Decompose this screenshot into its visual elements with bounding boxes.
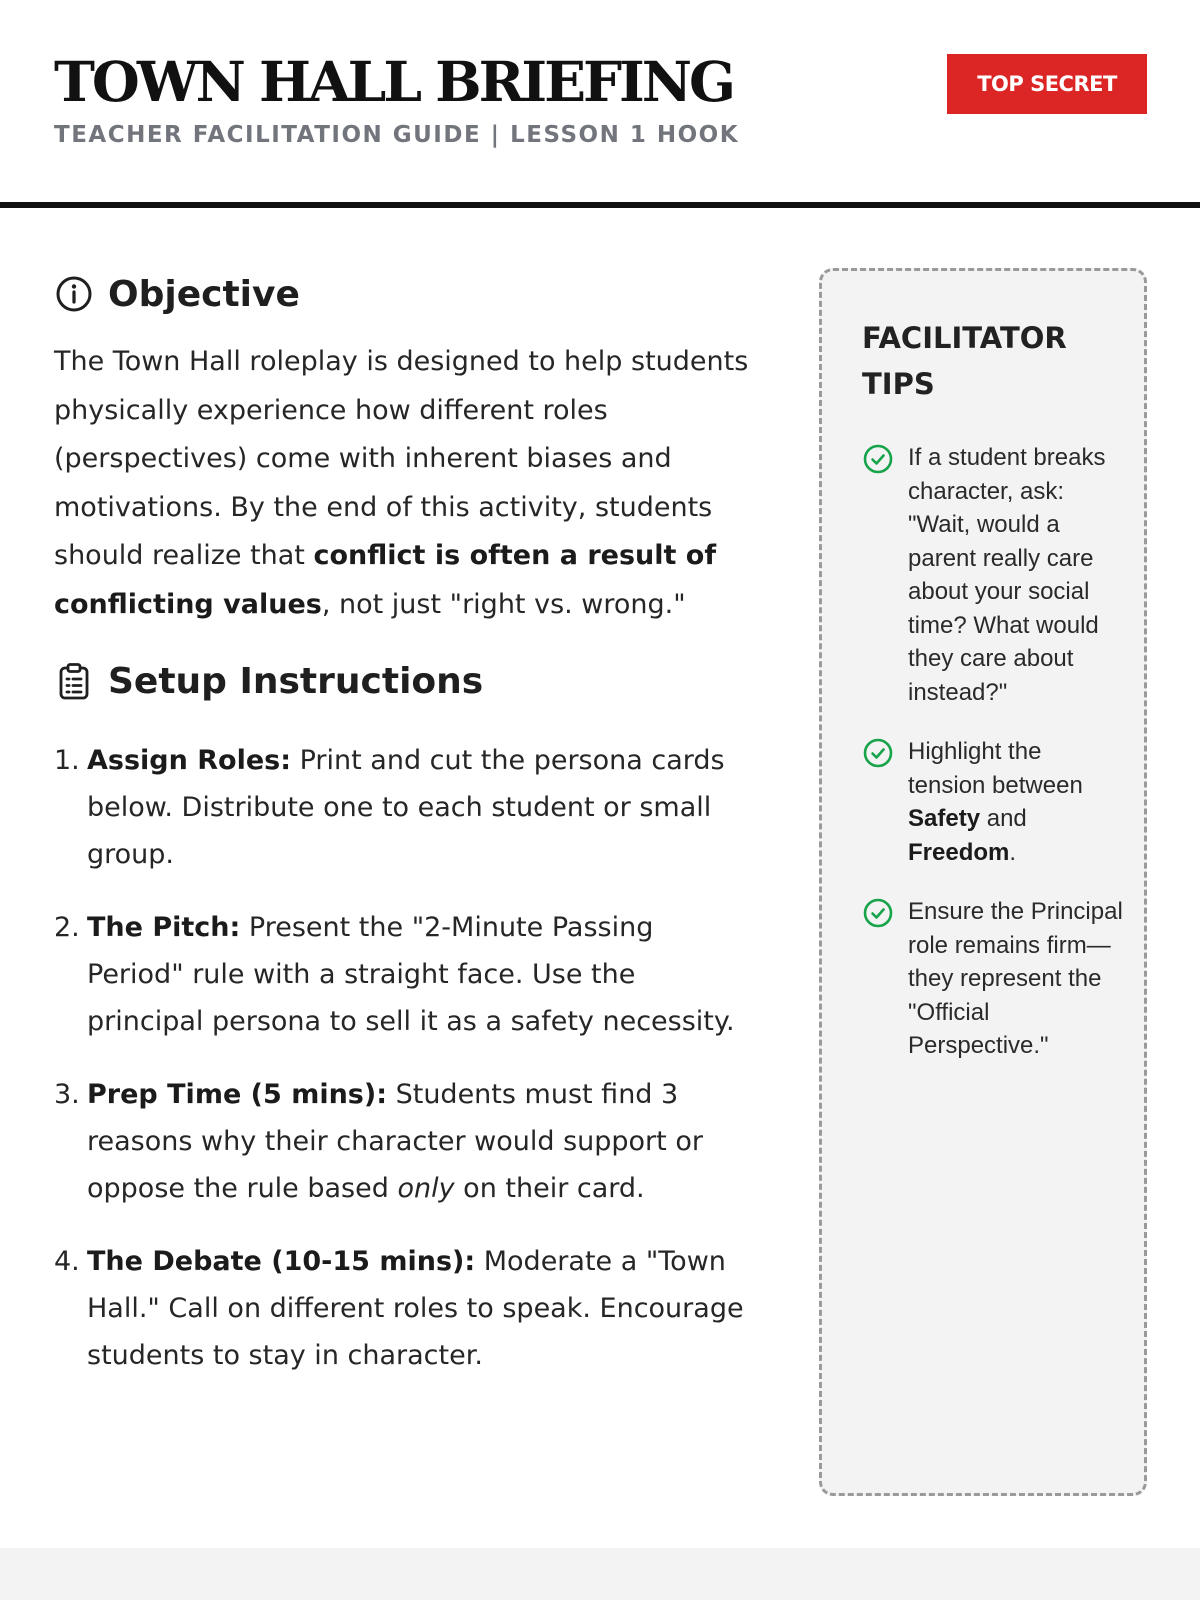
step-number: 1. — [54, 745, 80, 776]
info-circle-icon — [54, 274, 94, 314]
tip-emphasis-freedom: Freedom — [908, 838, 1010, 866]
setup-step-the-debate — [54, 1238, 754, 1379]
setup-step-prep-time — [54, 1071, 754, 1212]
clipboard-icon — [54, 661, 94, 701]
page-title: TOWN HALL BRIEFING — [54, 49, 734, 114]
setup-title: Setup Instructions — [108, 660, 484, 702]
step-text: Students must find 3 reasons why their character would support or oppose the rule based — [87, 1079, 703, 1204]
tips-title: FACILITATOR TIPS — [862, 321, 1067, 401]
tip-text: If a student breaks character, ask: "Wait, would a parent really care about your social time? What would they care about instead?" — [908, 444, 1106, 706]
tip-item — [862, 441, 1124, 709]
tip-item — [862, 895, 1124, 1063]
top-secret-badge: TOP SECRET — [947, 54, 1147, 114]
objective-emphasis: conflict is often a result of conflicting values — [54, 540, 717, 620]
step-label: Assign Roles: — [87, 745, 292, 776]
setup-step-the-pitch — [54, 904, 754, 1045]
objective-section — [54, 262, 754, 629]
step-text: Moderate a "Town Hall." Call on different roles to speak. Encourage students to stay in character. — [87, 1246, 744, 1371]
step-number: 3. — [54, 1079, 80, 1110]
check-circle-icon — [862, 443, 894, 475]
footer-band — [0, 1548, 1200, 1600]
objective-text-part: The Town Hall roleplay is designed to help students physically experience how different roles (perspectives) come with inherent biases and motivations. By the end of this activity, students should realize that — [54, 346, 749, 571]
page-subtitle: TEACHER FACILITATION GUIDE | LESSON 1 HOOK — [54, 122, 740, 148]
tip-text-part: Highlight the tension between — [908, 738, 1083, 799]
tip-item — [862, 735, 1124, 869]
main-content — [54, 262, 754, 1405]
check-circle-icon — [862, 737, 894, 769]
step-label: The Pitch: — [87, 912, 241, 943]
step-label: The Debate (10-15 mins): — [87, 1246, 476, 1277]
step-emphasis: only — [397, 1173, 455, 1204]
objective-title: Objective — [108, 273, 300, 315]
objective-paragraph — [54, 338, 754, 629]
setup-step-assign-roles — [54, 737, 754, 878]
tip-text: Ensure the Principal role remains firm—they represent the "Official Perspective." — [908, 898, 1123, 1059]
setup-section — [54, 649, 754, 1379]
check-circle-icon — [862, 897, 894, 929]
objective-text-end: , not just "right vs. wrong." — [321, 588, 686, 620]
tip-text — [908, 735, 1124, 869]
step-text: Present the "2-Minute Passing Period" rule with a straight face. Use the principal persona to sell it as a safety necessity. — [87, 912, 735, 1037]
facilitator-tips-panel — [819, 268, 1147, 1496]
header — [0, 0, 1200, 208]
step-number: 4. — [54, 1246, 80, 1277]
tip-emphasis-safety: Safety — [908, 805, 981, 832]
step-text-end: on their card. — [454, 1173, 645, 1204]
setup-steps-list — [54, 737, 754, 1379]
setup-heading — [54, 649, 754, 713]
step-label: Prep Time (5 mins): — [87, 1079, 388, 1110]
step-number: 2. — [54, 912, 80, 943]
tip-text-part: . — [1009, 838, 1017, 866]
step-text: Print and cut the persona cards below. Distribute one to each student or small group. — [87, 745, 725, 870]
objective-heading — [54, 262, 754, 326]
tip-text-part: and — [980, 805, 1027, 832]
